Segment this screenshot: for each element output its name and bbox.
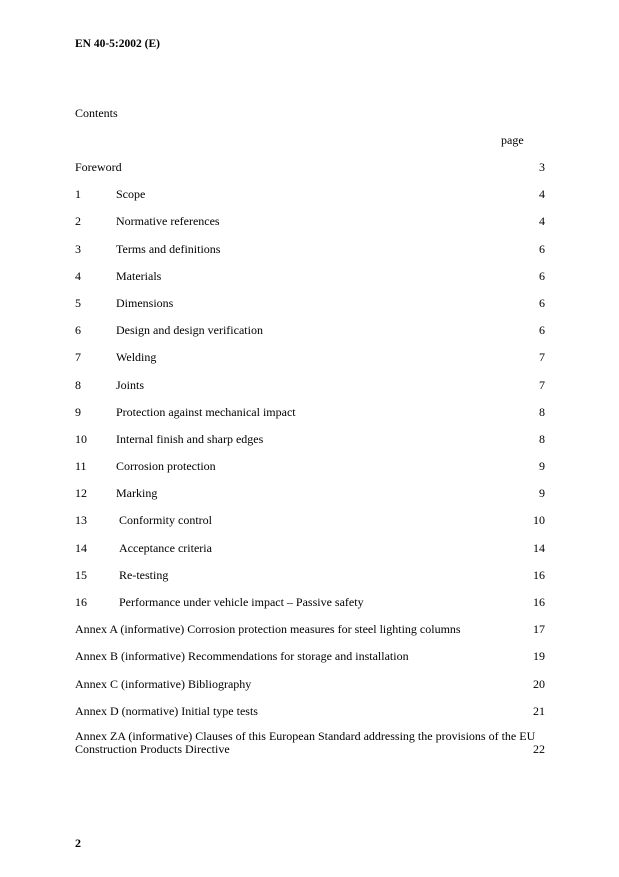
toc-entry-page: 9 [539,486,545,501]
toc-entry-foreword[interactable] [75,159,545,186]
toc-entry-label: Annex ZA (informative) Clauses of this European Standard addressing the provisions of the EU Construction Products Directive [75,728,536,756]
toc-entry-number: 2 [75,214,81,229]
toc-entry-label: Normative references [116,214,220,229]
toc-entry-label: Terms and definitions [116,241,221,256]
toc-entry-design-verification[interactable] [75,322,545,349]
toc-entry-joints[interactable] [75,377,545,404]
toc-entry-page: 19 [533,649,545,664]
toc-entry-number: 4 [75,268,81,283]
toc-entry-page: 7 [539,350,545,365]
toc-entry-terms-and-definitions[interactable] [75,241,545,268]
toc-entry-vehicle-impact[interactable] [75,594,545,621]
table-of-contents [75,159,545,766]
toc-entry-page: 3 [539,160,545,174]
toc-entry-mechanical-impact[interactable] [75,404,545,431]
page-number: 2 [75,836,81,850]
toc-entry-label: Annex A (informative) Corrosion protection measures for steel lighting columns [75,622,461,637]
toc-entry-marking[interactable] [75,485,545,512]
toc-entry-page: 10 [533,513,545,528]
toc-entry-number: 10 [75,431,87,446]
toc-entry-materials[interactable] [75,268,545,295]
toc-entry-page: 7 [539,377,545,392]
toc-entry-annex-za[interactable] [75,730,545,766]
toc-entry-scope[interactable] [75,186,545,213]
toc-entry-label: Welding [116,350,157,365]
toc-entry-annex-c[interactable] [75,676,545,703]
toc-entry-page: 6 [539,241,545,256]
toc-entry-page: 4 [539,187,545,202]
toc-entry-page: 8 [539,404,545,419]
toc-entry-label: Annex B (informative) Recommendations for storage and installation [75,649,409,664]
toc-entry-label: Performance under vehicle impact – Passive safety [119,595,364,609]
toc-entry-number: 8 [75,377,81,392]
toc-entry-page: 8 [539,431,545,446]
toc-entry-page: 4 [539,214,545,229]
toc-entry-re-testing[interactable] [75,567,545,594]
toc-entry-number: 15 [75,567,87,582]
toc-entry-label: Joints [116,377,145,392]
toc-entry-label: Conformity control [119,513,212,528]
document-id-header: EN 40-5:2002 (E) [75,38,160,50]
toc-entry-label: Corrosion protection [116,459,216,474]
toc-entry-label: Foreword [75,160,122,174]
toc-entry-number: 14 [75,540,87,555]
toc-entry-label: Internal finish and sharp edges [116,431,264,446]
toc-entry-number: 13 [75,513,87,528]
toc-entry-page: 22 [533,741,545,756]
toc-entry-page: 20 [533,676,545,691]
toc-entry-internal-finish[interactable] [75,431,545,458]
toc-entry-annex-b[interactable] [75,648,545,675]
toc-entry-number: 9 [75,404,81,419]
toc-entry-label: Acceptance criteria [119,540,212,555]
toc-entry-page: 6 [539,295,545,310]
toc-entry-conformity-control[interactable] [75,512,545,539]
toc-entry-label: Dimensions [116,295,174,310]
toc-entry-annex-a[interactable] [75,621,545,648]
toc-entry-number: 5 [75,295,81,310]
toc-entry-number: 11 [75,459,87,474]
toc-entry-page: 17 [533,622,545,637]
toc-entry-page: 16 [533,595,545,609]
toc-entry-number: 12 [75,486,87,501]
toc-entry-number: 3 [75,241,81,256]
toc-entry-page: 21 [533,703,545,718]
toc-entry-number: 7 [75,350,81,365]
toc-entry-page: 16 [533,567,545,582]
toc-entry-label: Design and design verification [116,323,263,338]
contents-title: Contents [75,106,118,120]
toc-entry-label: Scope [116,187,146,202]
toc-entry-label: Marking [116,486,158,501]
toc-entry-label: Materials [116,268,162,283]
toc-entry-acceptance-criteria[interactable] [75,540,545,567]
toc-entry-page: 14 [533,540,545,555]
toc-entry-page: 6 [539,323,545,338]
toc-entry-normative-references[interactable] [75,213,545,240]
toc-entry-number: 6 [75,323,81,338]
page-column-label: page [501,133,524,147]
toc-entry-annex-d[interactable] [75,703,545,730]
toc-entry-page: 9 [539,459,545,474]
toc-entry-number: 16 [75,595,87,609]
toc-entry-label: Protection against mechanical impact [116,404,296,419]
toc-entry-corrosion-protection[interactable] [75,458,545,485]
toc-entry-dimensions[interactable] [75,295,545,322]
toc-entry-page: 6 [539,268,545,283]
toc-entry-label: Annex C (informative) Bibliography [75,676,252,691]
toc-entry-label: Annex D (normative) Initial type tests [75,703,258,718]
toc-entry-label: Re-testing [119,567,169,582]
toc-entry-welding[interactable] [75,349,545,376]
toc-entry-number: 1 [75,187,81,202]
